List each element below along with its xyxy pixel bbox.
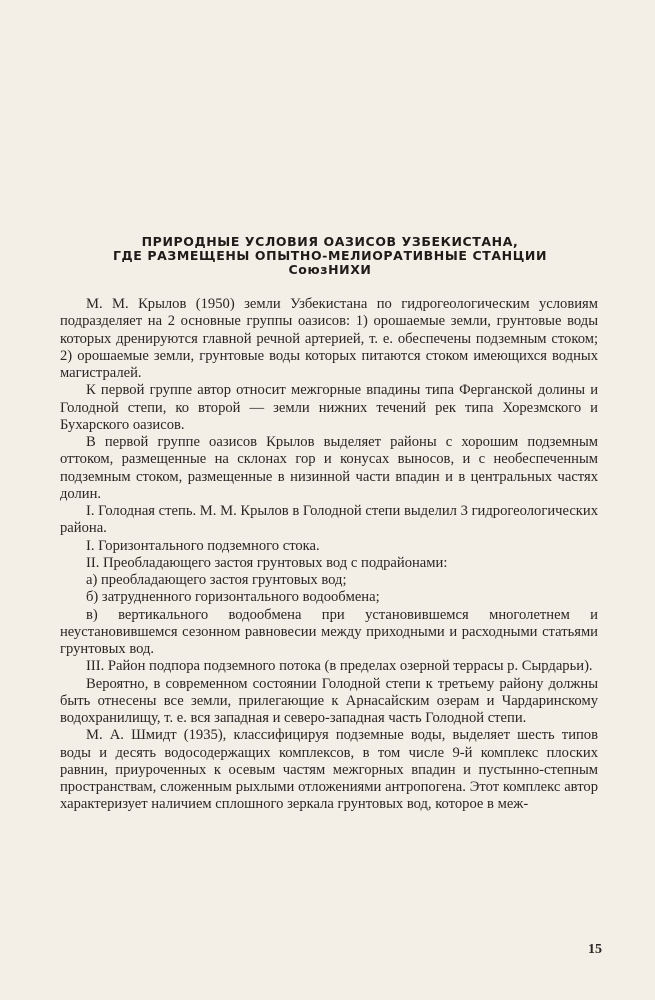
paragraph-golodnaya-step: I. Голодная степь. М. М. Крылов в Голодной степи выделил 3 гидрогеологических района. [60,503,598,537]
list-item-horizontal-flow: I. Горизонтального подземного стока. [86,537,320,554]
paragraph-first-group: К первой группе автор относит межгорные впадины типа Ферганской долины и Голодной степи, ко второй — земли нижних течений рек типа Хорезмского и Бухарского оазисов. [60,382,598,433]
section-title [80,235,580,277]
title-line-1: ПРИРОДНЫЕ УСЛОВИЯ ОАЗИСОВ УЗБЕКИСТАНА, [141,234,519,249]
list-item-subregion-b: б) затрудненного горизонтального водообмена; [86,589,380,606]
paragraph-shmidt: М. А. Шмидт (1935), классифицируя подземные воды, выделяет шесть типов воды и десять водосодержащих комплексов, в том числе 9-й комплекс плоских равнин, приуроченных к осевым частям межгорных впадин и пустынно-степным пространствам, сложенным рыхлыми отложениями антропогена. Этот комплекс автор характеризует наличием сплошного зеркала грунтовых вод, которое в меж- [60,727,598,813]
list-item-stagnation: II. Преобладающего застоя грунтовых вод с подрайонами: [86,554,448,571]
paragraph-third-region: Вероятно, в современном состоянии Голодной степи к третьему району должны быть отнесены все земли, прилегающие к Арнасайским озерам и Чардаринскому водохранилищу, т. е. вся западная и северо-западная часть Голодной степи. [60,675,598,726]
title-line-2: ГДЕ РАЗМЕЩЕНЫ ОПЫТНО-МЕЛИОРАТИВНЫЕ СТАНЦИИ [112,248,548,263]
title-line-3: СоюзНИХИ [288,262,372,277]
list-item-subregion-c: в) вертикального водообмена при установившемся многолетнем и неустановившемся сезонном равновесии между приходными и расходными статьями грунтовых вод. [60,606,598,657]
body-text [60,296,598,814]
paragraph-krylov-intro: М. М. Крылов (1950) земли Узбекистана по гидрогеологическим условиям подразделяет на 2 основные группы оазисов: 1) орошаемые земли, грунтовые воды которых дренируются главной речной артерией, т. е. обеспечены подземным стоком; 2) орошаемые земли, грунтовые воды которых питаются стоком имеющихся водных магистралей. [60,296,598,381]
page-number: 15 [588,942,602,957]
list-item-backwater: III. Район подпора подземного потока (в пределах озерной террасы р. Сырдарьи). [86,658,593,675]
paragraph-regions: В первой группе оазисов Крылов выделяет районы с хорошим подземным оттоком, размещенные на склонах гор и конусах выносов, и с необеспеченным подземным стоком, размещенные в низинной части впадин и в центральных частях долин. [60,434,598,502]
list-item-subregion-a: а) преобладающего застоя грунтовых вод; [86,572,347,588]
